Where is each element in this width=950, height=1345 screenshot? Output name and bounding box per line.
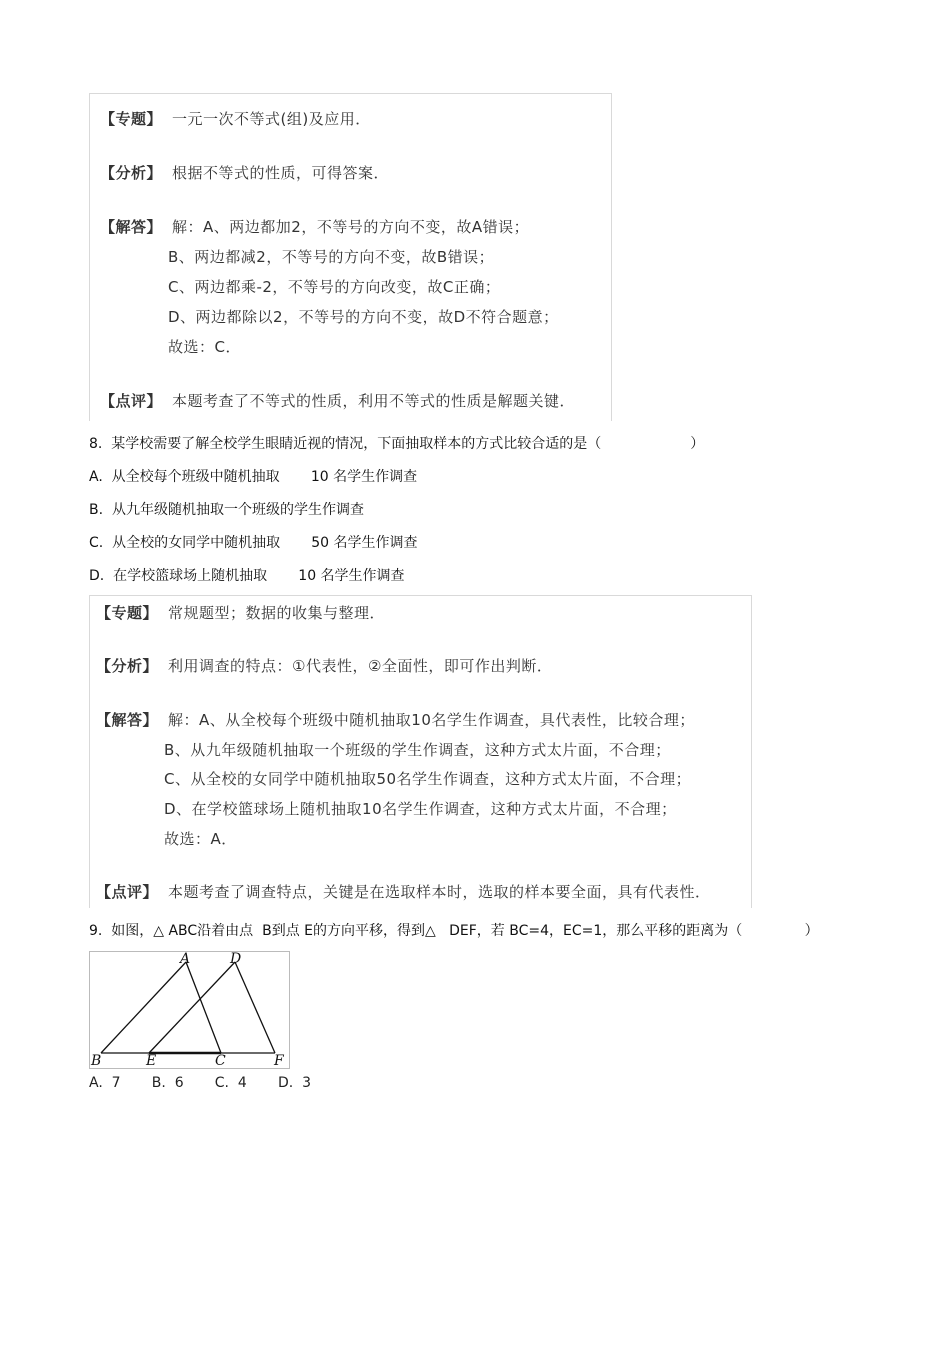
zhuanti-tag: 【专题】 (100, 110, 163, 128)
jieda-tag: 【解答】 (96, 711, 159, 729)
dianping-tag: 【点评】 (100, 392, 163, 410)
zhuanti-text: 一元一次不等式(组)及应用． (172, 110, 371, 128)
zhuanti-text: 常规题型；数据的收集与整理． (168, 604, 386, 622)
jieda-line-4: D、两边都除以2，不等号的方向不变，故D不符合题意； (168, 308, 559, 326)
q8-option-a: A. 从全校每个班级中随机抽取 10 名学生作调查 (89, 469, 418, 485)
label-e: E (146, 1053, 157, 1068)
dianping-tag: 【点评】 (96, 883, 159, 901)
dianping-text: 本题考查了调查特点，关键是在选取样本时，选取的样本要全面，具有代表性． (168, 883, 711, 901)
jieda-line-3: C、从全校的女同学中随机抽取50名学生作调查，这种方式太片面，不合理； (164, 770, 692, 788)
segment-de (149, 962, 235, 1053)
fenxi-text: 根据不等式的性质，可得答案． (172, 164, 390, 182)
jieda-text-1: 解：A、从全校每个班级中随机抽取10名学生作调查，具代表性，比较合理； (168, 711, 695, 729)
translation-figure (89, 951, 290, 1069)
label-f: F (274, 1053, 284, 1068)
label-d: D (230, 952, 242, 967)
fenxi-line (96, 655, 552, 676)
q8-option-b: B. 从九年级随机抽取一个班级的学生作调查 (89, 502, 364, 518)
jieda-line-3: C、两边都乘-2，不等号的方向改变，故C正确； (168, 278, 501, 296)
jieda-line-1 (100, 216, 529, 237)
segment-df (235, 962, 275, 1053)
jieda-text-1: 解：A、两边都加2，不等号的方向不变，故A错误； (172, 218, 530, 236)
q9-stem: 9. 如图，△ ABC沿着由点 B到点 E的方向平移，得到△ DEF，若 BC=4，EC=1，那么平移的距离为（ ） (89, 923, 819, 939)
triangle-diagram (90, 952, 289, 1068)
solution-box-q7 (89, 93, 612, 421)
q9-options: A. 7 B. 6 C. 4 D. 3 (89, 1075, 311, 1091)
segment-ab (101, 962, 186, 1053)
jieda-line-2: B、从九年级随机抽取一个班级的学生作调查，这种方式太片面，不合理； (164, 741, 671, 759)
jieda-line-5: 故选：C． (168, 338, 241, 356)
jieda-line-4: D、在学校篮球场上随机抽取10名学生作调查，这种方式太片面，不合理； (164, 800, 677, 818)
zhuanti-line (100, 108, 371, 129)
q8-option-d: D. 在学校篮球场上随机抽取 10 名学生作调查 (89, 568, 405, 584)
fenxi-tag: 【分析】 (96, 657, 159, 675)
q8-stem: 8. 某学校需要了解全校学生眼睛近视的情况，下面抽取样本的方式比较合适的是（ ） (89, 436, 705, 452)
label-a: A (180, 952, 191, 967)
q8-option-c: C. 从全校的女同学中随机抽取 50 名学生作调查 (89, 535, 418, 551)
solution-box-q8 (89, 595, 752, 908)
jieda-line-1 (96, 709, 695, 730)
zhuanti-tag: 【专题】 (96, 604, 159, 622)
jieda-line-5: 故选：A． (164, 830, 237, 848)
dianping-line (100, 390, 575, 411)
fenxi-line (100, 162, 389, 183)
zhuanti-line (96, 602, 385, 623)
label-c: C (215, 1053, 226, 1068)
fenxi-tag: 【分析】 (100, 164, 163, 182)
fenxi-text: 利用调查的特点：①代表性，②全面性，即可作出判断． (168, 657, 553, 675)
label-b: B (91, 1053, 102, 1068)
dianping-text: 本题考查了不等式的性质，利用不等式的性质是解题关键． (172, 392, 576, 410)
dianping-line (96, 881, 711, 902)
jieda-line-2: B、两边都减2，不等号的方向不变，故B错误； (168, 248, 495, 266)
jieda-tag: 【解答】 (100, 218, 163, 236)
